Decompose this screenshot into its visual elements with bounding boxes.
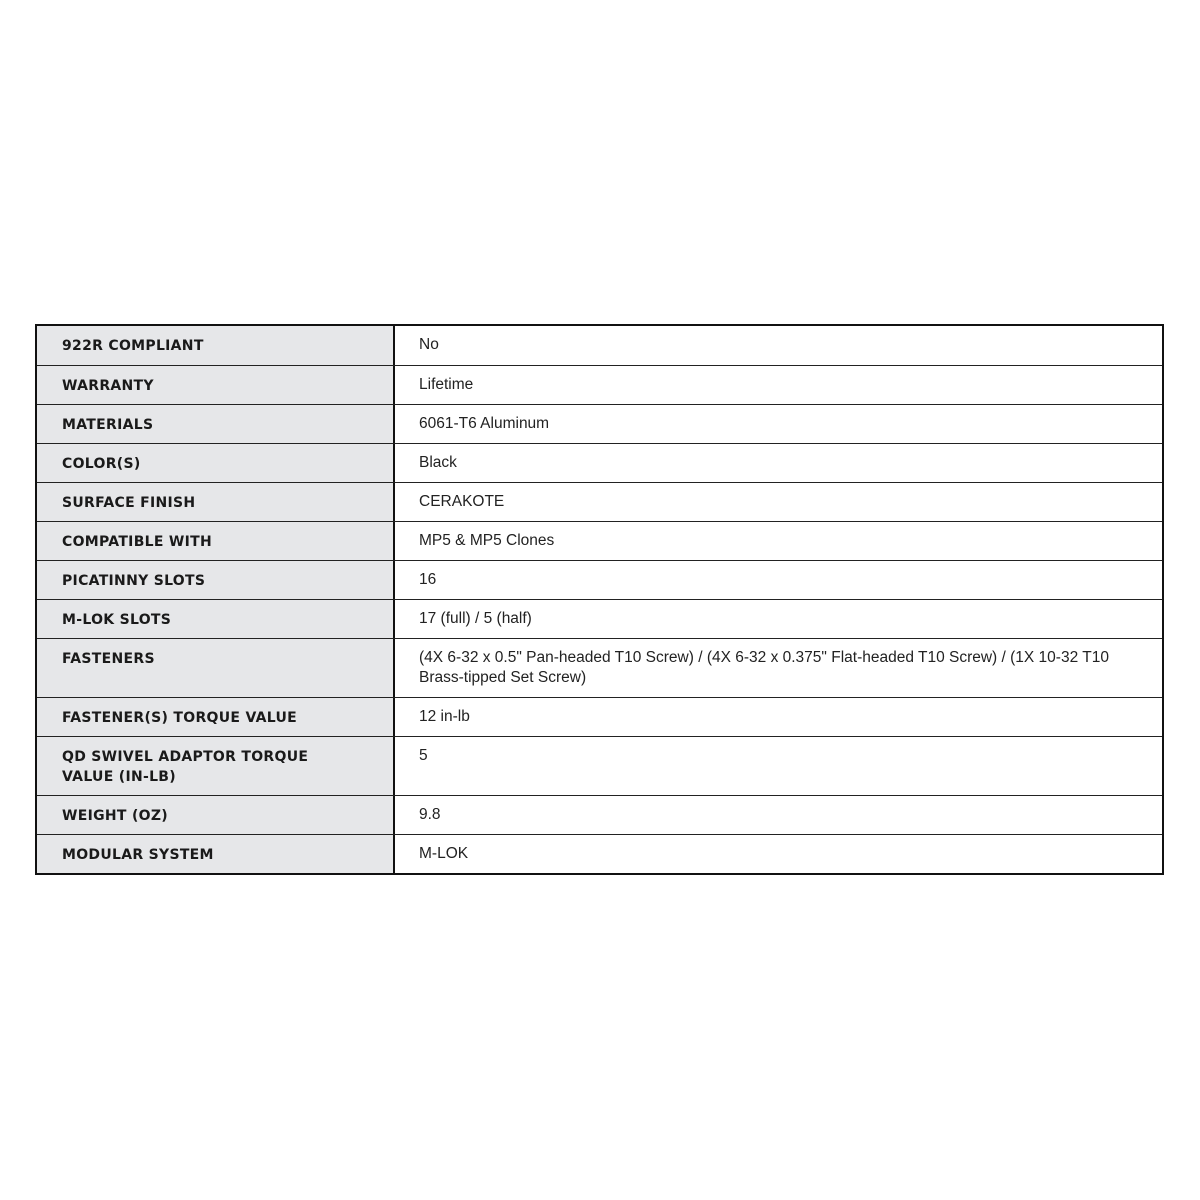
spec-label: FASTENERS xyxy=(37,639,395,697)
spec-label: MODULAR SYSTEM xyxy=(37,835,395,873)
spec-row-qd-swivel-torque-value xyxy=(37,736,1162,795)
spec-value: M-LOK xyxy=(395,835,1162,873)
spec-row-materials xyxy=(37,404,1162,443)
spec-table xyxy=(35,324,1164,875)
spec-value: No xyxy=(395,326,1162,365)
spec-row-colors xyxy=(37,443,1162,482)
spec-row-modular-system xyxy=(37,834,1162,873)
spec-value: MP5 & MP5 Clones xyxy=(395,522,1162,560)
spec-label: COLOR(S) xyxy=(37,444,395,482)
spec-value: 5 xyxy=(395,737,1162,795)
spec-label: COMPATIBLE WITH xyxy=(37,522,395,560)
spec-row-mlok-slots xyxy=(37,599,1162,638)
spec-row-fastener-torque-value xyxy=(37,697,1162,736)
spec-row-surface-finish xyxy=(37,482,1162,521)
spec-value: Black xyxy=(395,444,1162,482)
spec-label: MATERIALS xyxy=(37,405,395,443)
spec-value: 6061-T6 Aluminum xyxy=(395,405,1162,443)
spec-label: WARRANTY xyxy=(37,366,395,404)
spec-value: 17 (full) / 5 (half) xyxy=(395,600,1162,638)
spec-value: 12 in-lb xyxy=(395,698,1162,736)
spec-value: Lifetime xyxy=(395,366,1162,404)
spec-row-922r-compliant xyxy=(37,326,1162,365)
spec-row-compatible-with xyxy=(37,521,1162,560)
spec-label: QD SWIVEL ADAPTOR TORQUE VALUE (IN-LB) xyxy=(37,737,395,795)
spec-value: CERAKOTE xyxy=(395,483,1162,521)
spec-value: (4X 6-32 x 0.5" Pan-headed T10 Screw) / (4X 6-32 x 0.375" Flat-headed T10 Screw) / (1X 10-32 T10 Brass-tipped Set Screw) xyxy=(395,639,1162,697)
spec-label: WEIGHT (OZ) xyxy=(37,796,395,834)
spec-label: FASTENER(S) TORQUE VALUE xyxy=(37,698,395,736)
spec-label: PICATINNY SLOTS xyxy=(37,561,395,599)
spec-row-fasteners xyxy=(37,638,1162,697)
spec-row-warranty xyxy=(37,365,1162,404)
spec-value: 9.8 xyxy=(395,796,1162,834)
spec-label: 922R COMPLIANT xyxy=(37,326,395,365)
spec-row-picatinny-slots xyxy=(37,560,1162,599)
spec-label: SURFACE FINISH xyxy=(37,483,395,521)
spec-label: M-LOK SLOTS xyxy=(37,600,395,638)
spec-value: 16 xyxy=(395,561,1162,599)
spec-row-weight xyxy=(37,795,1162,834)
